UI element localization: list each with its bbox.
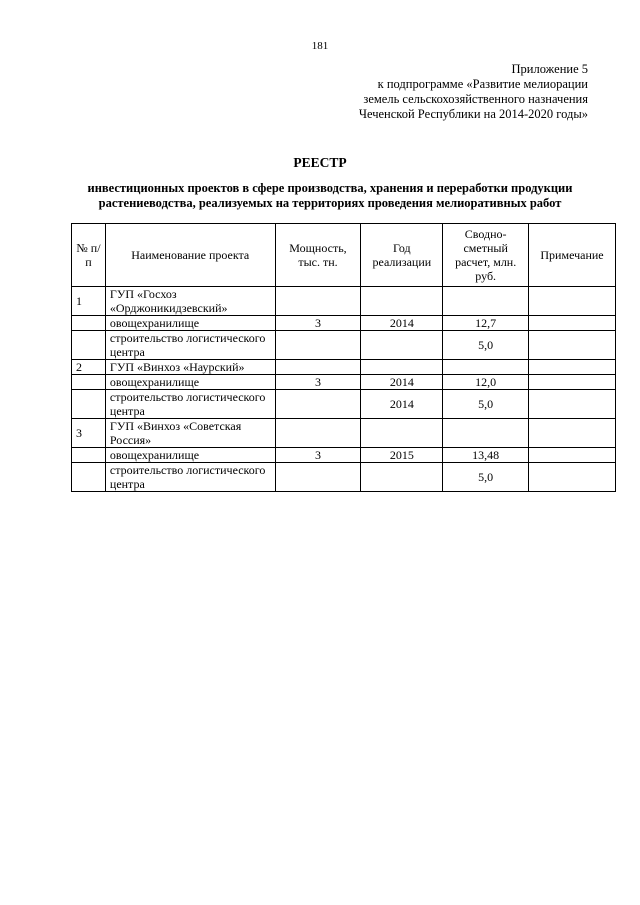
page-number: 181 (311, 40, 329, 52)
cell-cost: 12,0 (443, 375, 529, 390)
cell-num (72, 331, 106, 360)
cell-num (72, 390, 106, 419)
cell-capacity: 3 (275, 448, 361, 463)
cell-year (361, 419, 443, 448)
cell-note (529, 448, 616, 463)
cell-capacity: 3 (275, 375, 361, 390)
cell-note (529, 316, 616, 331)
cell-cost: 5,0 (443, 390, 529, 419)
cell-year: 2014 (361, 375, 443, 390)
cell-name: строительство логистического центра (105, 463, 275, 492)
cell-name: строительство логистического центра (105, 331, 275, 360)
registry-table (71, 223, 616, 492)
cell-note (529, 331, 616, 360)
cell-year: 2015 (361, 448, 443, 463)
cell-capacity (275, 287, 361, 316)
subtitle-line-2: растениеводства, реализуемых на территориях проведения мелиоративных работ (98, 196, 562, 210)
cell-year (361, 360, 443, 375)
cell-num (72, 448, 106, 463)
appendix-line-3: земель сельскохозяйственного назначения (363, 92, 588, 106)
cell-cost: 5,0 (443, 331, 529, 360)
cell-year (361, 463, 443, 492)
cell-note (529, 463, 616, 492)
header-year: Год реализации (361, 224, 443, 287)
cell-year (361, 331, 443, 360)
cell-num: 2 (72, 360, 106, 375)
cell-note (529, 287, 616, 316)
document-title: РЕЕСТР (293, 155, 347, 170)
appendix-note (359, 62, 588, 122)
cell-name: ГУП «Винхоз «Советская Россия» (105, 419, 275, 448)
header-capacity: Мощность, тыс. тн. (275, 224, 361, 287)
appendix-line-4: Чеченской Республики на 2014-2020 годы» (358, 107, 588, 121)
appendix-line-1: Приложение 5 (511, 62, 588, 76)
header-num: № п/п (72, 224, 106, 287)
cell-num: 1 (72, 287, 106, 316)
cell-capacity (275, 463, 361, 492)
header-cost: Сводно-сметный расчет, млн. руб. (443, 224, 529, 287)
cell-year: 2014 (361, 390, 443, 419)
subtitle-line-1: инвестиционных проектов в сфере производства, хранения и переработки продукции (87, 181, 573, 195)
table-row (72, 360, 616, 375)
cell-name: овощехранилище (105, 448, 275, 463)
table-row (72, 375, 616, 390)
document-subtitle (60, 181, 600, 211)
cell-cost: 12,7 (443, 316, 529, 331)
table-row (72, 419, 616, 448)
cell-name: овощехранилище (105, 375, 275, 390)
cell-num (72, 375, 106, 390)
cell-cost: 13,48 (443, 448, 529, 463)
cell-cost: 5,0 (443, 463, 529, 492)
table-row (72, 316, 616, 331)
cell-note (529, 419, 616, 448)
cell-year: 2014 (361, 316, 443, 331)
table-row (72, 463, 616, 492)
cell-capacity (275, 419, 361, 448)
cell-num: 3 (72, 419, 106, 448)
cell-cost (443, 419, 529, 448)
cell-note (529, 360, 616, 375)
cell-name: строительство логистического центра (105, 390, 275, 419)
table-row (72, 287, 616, 316)
cell-note (529, 375, 616, 390)
cell-note (529, 390, 616, 419)
cell-num (72, 316, 106, 331)
cell-capacity: 3 (275, 316, 361, 331)
table-row (72, 331, 616, 360)
cell-name: овощехранилище (105, 316, 275, 331)
appendix-line-2: к подпрограмме «Развитие мелиорации (377, 77, 588, 91)
cell-name: ГУП «Винхоз «Наурский» (105, 360, 275, 375)
cell-capacity (275, 390, 361, 419)
cell-capacity (275, 360, 361, 375)
header-name: Наименование проекта (105, 224, 275, 287)
table-row (72, 390, 616, 419)
table-row (72, 448, 616, 463)
cell-cost (443, 360, 529, 375)
table-header-row (72, 224, 616, 287)
cell-name: ГУП «Госхоз «Орджоникидзевский» (105, 287, 275, 316)
header-note: Примечание (529, 224, 616, 287)
cell-num (72, 463, 106, 492)
cell-capacity (275, 331, 361, 360)
cell-cost (443, 287, 529, 316)
cell-year (361, 287, 443, 316)
